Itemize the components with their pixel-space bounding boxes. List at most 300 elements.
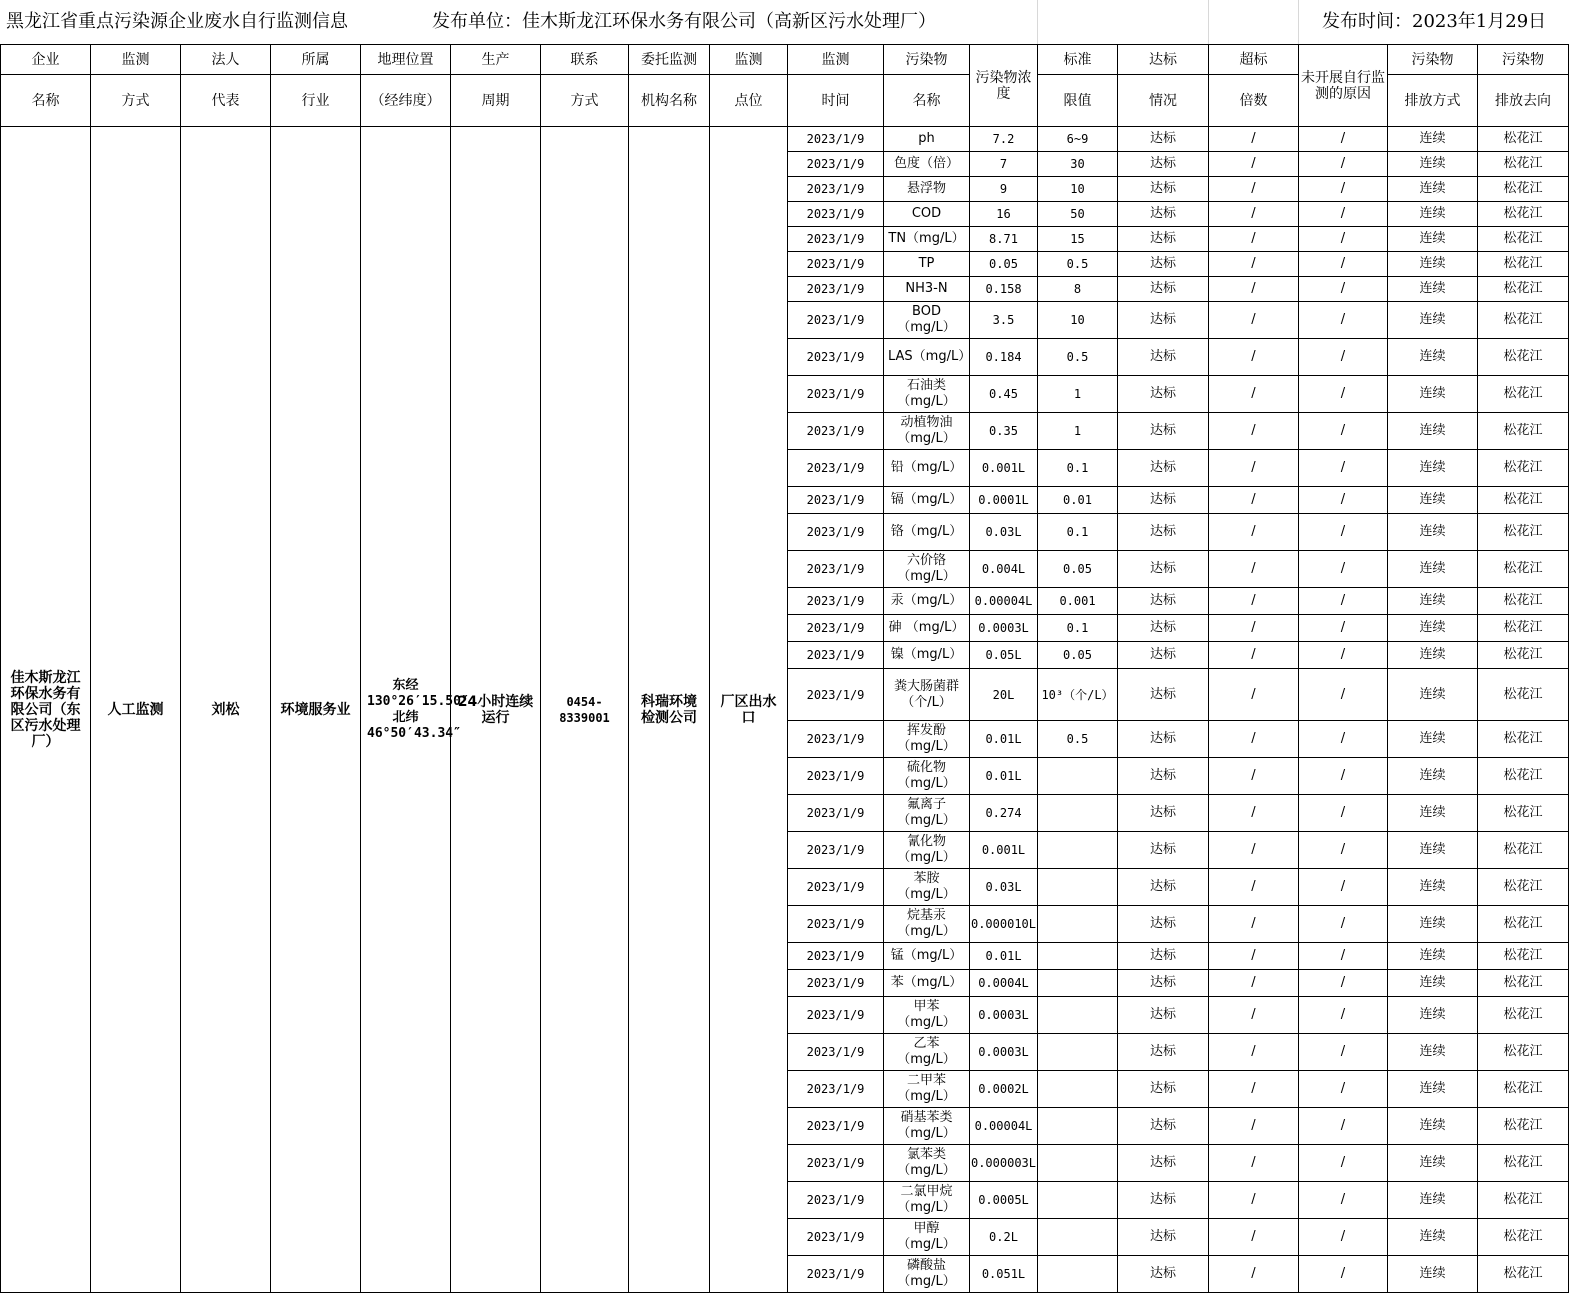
standard-limit: 1: [1038, 376, 1118, 413]
cell-divider: [1208, 0, 1209, 44]
monitoring-time: 2023/1/9: [788, 970, 884, 997]
concentration: 0.0004L: [970, 970, 1038, 997]
discharge-destination: 松花江: [1478, 302, 1569, 339]
exceed-multiple: /: [1209, 997, 1299, 1034]
compliance-status: 达标: [1118, 339, 1209, 376]
no-monitoring-reason: /: [1299, 832, 1388, 869]
no-monitoring-reason: /: [1299, 152, 1388, 177]
standard-limit: [1038, 1182, 1118, 1219]
discharge-destination: 松花江: [1478, 758, 1569, 795]
pollutant-name: 烷基汞（mg/L）: [884, 906, 970, 943]
compliance-status: 达标: [1118, 551, 1209, 588]
discharge-destination: 松花江: [1478, 487, 1569, 514]
header-location-bottom: （经纬度）: [361, 75, 451, 127]
monitoring-time: 2023/1/9: [788, 227, 884, 252]
exceed-multiple: /: [1209, 302, 1299, 339]
monitoring-time: 2023/1/9: [788, 721, 884, 758]
header-industry-top: 所属: [271, 45, 361, 75]
discharge-mode: 连续: [1388, 721, 1478, 758]
pollutant-name: 甲醇（mg/L）: [884, 1219, 970, 1256]
concentration: 0.0002L: [970, 1071, 1038, 1108]
monitoring-time: 2023/1/9: [788, 376, 884, 413]
monitoring-time: 2023/1/9: [788, 1145, 884, 1182]
discharge-destination: 松花江: [1478, 943, 1569, 970]
concentration: 0.000010L: [970, 906, 1038, 943]
concentration: 0.184: [970, 339, 1038, 376]
no-monitoring-reason: /: [1299, 1182, 1388, 1219]
discharge-mode: 连续: [1388, 376, 1478, 413]
standard-limit: 50: [1038, 202, 1118, 227]
exceed-multiple: /: [1209, 1219, 1299, 1256]
standard-limit: [1038, 1071, 1118, 1108]
standard-limit: [1038, 1145, 1118, 1182]
discharge-mode: 连续: [1388, 869, 1478, 906]
header-legal-rep-top: 法人: [181, 45, 271, 75]
pollutant-name: 氯苯类（mg/L）: [884, 1145, 970, 1182]
monitoring-time: 2023/1/9: [788, 997, 884, 1034]
monitoring-time: 2023/1/9: [788, 1108, 884, 1145]
compliance-status: 达标: [1118, 177, 1209, 202]
compliance-status: 达标: [1118, 721, 1209, 758]
discharge-mode: 连续: [1388, 758, 1478, 795]
discharge-destination: 松花江: [1478, 514, 1569, 551]
no-monitoring-reason: /: [1299, 642, 1388, 669]
monitoring-time: 2023/1/9: [788, 832, 884, 869]
discharge-destination: 松花江: [1478, 1145, 1569, 1182]
header-exceed-multiple-top: 超标: [1209, 45, 1299, 75]
concentration: 0.00004L: [970, 1108, 1038, 1145]
industry: 环境服务业: [271, 127, 361, 1293]
pollutant-name: 汞（mg/L）: [884, 588, 970, 615]
discharge-mode: 连续: [1388, 943, 1478, 970]
header-contact-top: 联系: [541, 45, 629, 75]
header-pollutant-name-top: 污染物: [884, 45, 970, 75]
discharge-mode: 连续: [1388, 615, 1478, 642]
compliance-status: 达标: [1118, 252, 1209, 277]
monitoring-time: 2023/1/9: [788, 202, 884, 227]
header-production-cycle-top: 生产: [451, 45, 541, 75]
compliance-status: 达标: [1118, 795, 1209, 832]
no-monitoring-reason: /: [1299, 413, 1388, 450]
exceed-multiple: /: [1209, 906, 1299, 943]
standard-limit: 8: [1038, 277, 1118, 302]
no-monitoring-reason: /: [1299, 906, 1388, 943]
standard-limit: [1038, 1256, 1118, 1293]
monitoring-time: 2023/1/9: [788, 177, 884, 202]
pollutant-name: TP: [884, 252, 970, 277]
discharge-mode: 连续: [1388, 252, 1478, 277]
exceed-multiple: /: [1209, 1182, 1299, 1219]
standard-limit: 30: [1038, 152, 1118, 177]
compliance-status: 达标: [1118, 1256, 1209, 1293]
monitoring-point: 厂区出水口: [710, 127, 788, 1293]
standard-limit: 15: [1038, 227, 1118, 252]
discharge-destination: 松花江: [1478, 227, 1569, 252]
discharge-destination: 松花江: [1478, 642, 1569, 669]
no-monitoring-reason: /: [1299, 1034, 1388, 1071]
no-monitoring-reason: /: [1299, 1219, 1388, 1256]
pollutant-name: 磷酸盐（mg/L）: [884, 1256, 970, 1293]
concentration: 0.01L: [970, 721, 1038, 758]
compliance-status: 达标: [1118, 832, 1209, 869]
discharge-mode: 连续: [1388, 970, 1478, 997]
header-standard-limit-bottom: 限值: [1038, 75, 1118, 127]
concentration: 0.0003L: [970, 997, 1038, 1034]
exceed-multiple: /: [1209, 1145, 1299, 1182]
concentration: 20L: [970, 669, 1038, 721]
monitoring-time: 2023/1/9: [788, 302, 884, 339]
concentration: 0.01L: [970, 758, 1038, 795]
monitoring-time: 2023/1/9: [788, 413, 884, 450]
concentration: 0.158: [970, 277, 1038, 302]
concentration: 0.0005L: [970, 1182, 1038, 1219]
header-agency-bottom: 机构名称: [629, 75, 710, 127]
monitoring-time: 2023/1/9: [788, 450, 884, 487]
title-bar: [0, 0, 1572, 44]
compliance-status: 达标: [1118, 1145, 1209, 1182]
monitoring-time: 2023/1/9: [788, 1071, 884, 1108]
discharge-mode: 连续: [1388, 1182, 1478, 1219]
no-monitoring-reason: /: [1299, 943, 1388, 970]
discharge-mode: 连续: [1388, 1034, 1478, 1071]
header-standard-limit-top: 标准: [1038, 45, 1118, 75]
monitoring-table: [0, 44, 1569, 1293]
concentration: 0.051L: [970, 1256, 1038, 1293]
discharge-mode: 连续: [1388, 1108, 1478, 1145]
pollutant-name: 粪大肠菌群（个/L）: [884, 669, 970, 721]
discharge-mode: 连续: [1388, 152, 1478, 177]
monitoring-method: 人工监测: [91, 127, 181, 1293]
standard-limit: [1038, 943, 1118, 970]
publisher: 发布单位：佳木斯龙江环保水务有限公司（高新区污水处理厂）: [432, 11, 936, 32]
no-monitoring-reason: /: [1299, 202, 1388, 227]
exceed-multiple: /: [1209, 721, 1299, 758]
compliance-status: 达标: [1118, 758, 1209, 795]
exceed-multiple: /: [1209, 869, 1299, 906]
discharge-mode: 连续: [1388, 997, 1478, 1034]
no-monitoring-reason: /: [1299, 177, 1388, 202]
pollutant-name: 悬浮物: [884, 177, 970, 202]
concentration: 8.71: [970, 227, 1038, 252]
compliance-status: 达标: [1118, 202, 1209, 227]
concentration: 0.001L: [970, 450, 1038, 487]
concentration: 0.00004L: [970, 588, 1038, 615]
discharge-destination: 松花江: [1478, 906, 1569, 943]
compliance-status: 达标: [1118, 588, 1209, 615]
header-monitoring-method-top: 监测: [91, 45, 181, 75]
exceed-multiple: /: [1209, 514, 1299, 551]
header-production-cycle-bottom: 周期: [451, 75, 541, 127]
compliance-status: 达标: [1118, 450, 1209, 487]
header-no-monitoring-reason: 未开展自行监测的原因: [1299, 45, 1388, 127]
concentration: 0.0001L: [970, 487, 1038, 514]
pollutant-name: COD: [884, 202, 970, 227]
monitoring-time: 2023/1/9: [788, 152, 884, 177]
discharge-destination: 松花江: [1478, 1108, 1569, 1145]
header-pollutant-concentration: 污染物浓度: [970, 45, 1038, 127]
monitoring-time: 2023/1/9: [788, 588, 884, 615]
exceed-multiple: /: [1209, 202, 1299, 227]
no-monitoring-reason: /: [1299, 588, 1388, 615]
standard-limit: 0.05: [1038, 551, 1118, 588]
concentration: 0.2L: [970, 1219, 1038, 1256]
compliance-status: 达标: [1118, 413, 1209, 450]
monitoring-time: 2023/1/9: [788, 1256, 884, 1293]
discharge-mode: 连续: [1388, 1145, 1478, 1182]
header-contact-bottom: 方式: [541, 75, 629, 127]
concentration: 0.45: [970, 376, 1038, 413]
discharge-destination: 松花江: [1478, 669, 1569, 721]
exceed-multiple: /: [1209, 376, 1299, 413]
pollutant-name: 动植物油（mg/L）: [884, 413, 970, 450]
header-location-top: 地理位置: [361, 45, 451, 75]
pollutant-name: ph: [884, 127, 970, 152]
header-monitoring-point-bottom: 点位: [710, 75, 788, 127]
no-monitoring-reason: /: [1299, 339, 1388, 376]
publish-time: 发布时间：2023年1月29日: [1322, 11, 1547, 32]
pollutant-name: BOD（mg/L）: [884, 302, 970, 339]
discharge-destination: 松花江: [1478, 795, 1569, 832]
discharge-mode: 连续: [1388, 795, 1478, 832]
exceed-multiple: /: [1209, 177, 1299, 202]
header-discharge-mode-top: 污染物: [1388, 45, 1478, 75]
monitoring-time: 2023/1/9: [788, 1182, 884, 1219]
discharge-destination: 松花江: [1478, 252, 1569, 277]
standard-limit: 0.1: [1038, 514, 1118, 551]
discharge-destination: 松花江: [1478, 450, 1569, 487]
exceed-multiple: /: [1209, 795, 1299, 832]
header-discharge-destination-bottom: 排放去向: [1478, 75, 1569, 127]
sheet-title: 黑龙江省重点污染源企业废水自行监测信息: [6, 11, 348, 32]
standard-limit: 0.1: [1038, 615, 1118, 642]
exceed-multiple: /: [1209, 487, 1299, 514]
discharge-mode: 连续: [1388, 669, 1478, 721]
discharge-mode: 连续: [1388, 127, 1478, 152]
concentration: 0.35: [970, 413, 1038, 450]
concentration: 0.001L: [970, 832, 1038, 869]
standard-limit: 0.001: [1038, 588, 1118, 615]
standard-limit: [1038, 832, 1118, 869]
no-monitoring-reason: /: [1299, 997, 1388, 1034]
pollutant-name: 苯胺（mg/L）: [884, 869, 970, 906]
location: 东经130°26′15.50″北纬46°50′43.34″: [361, 127, 451, 1293]
discharge-destination: 松花江: [1478, 127, 1569, 152]
no-monitoring-reason: /: [1299, 252, 1388, 277]
discharge-mode: 连续: [1388, 1219, 1478, 1256]
discharge-mode: 连续: [1388, 227, 1478, 252]
standard-limit: [1038, 970, 1118, 997]
exceed-multiple: /: [1209, 970, 1299, 997]
discharge-mode: 连续: [1388, 302, 1478, 339]
compliance-status: 达标: [1118, 1182, 1209, 1219]
header-monitoring-time-top: 监测: [788, 45, 884, 75]
standard-limit: 6~9: [1038, 127, 1118, 152]
concentration: 9: [970, 177, 1038, 202]
standard-limit: [1038, 795, 1118, 832]
standard-limit: [1038, 1219, 1118, 1256]
compliance-status: 达标: [1118, 906, 1209, 943]
pollutant-name: 乙苯（mg/L）: [884, 1034, 970, 1071]
discharge-destination: 松花江: [1478, 615, 1569, 642]
standard-limit: 0.1: [1038, 450, 1118, 487]
compliance-status: 达标: [1118, 1219, 1209, 1256]
exceed-multiple: /: [1209, 413, 1299, 450]
pollutant-name: 氟离子（mg/L）: [884, 795, 970, 832]
discharge-destination: 松花江: [1478, 339, 1569, 376]
header-enterprise-name-bottom: 名称: [1, 75, 91, 127]
exceed-multiple: /: [1209, 943, 1299, 970]
no-monitoring-reason: /: [1299, 551, 1388, 588]
monitoring-time: 2023/1/9: [788, 795, 884, 832]
concentration: 16: [970, 202, 1038, 227]
compliance-status: 达标: [1118, 277, 1209, 302]
no-monitoring-reason: /: [1299, 1145, 1388, 1182]
exceed-multiple: /: [1209, 277, 1299, 302]
pollutant-name: 铅（mg/L）: [884, 450, 970, 487]
exceed-multiple: /: [1209, 615, 1299, 642]
cell-divider: [1037, 0, 1038, 44]
discharge-destination: 松花江: [1478, 277, 1569, 302]
standard-limit: 0.5: [1038, 721, 1118, 758]
monitoring-time: 2023/1/9: [788, 514, 884, 551]
pollutant-name: TN（mg/L）: [884, 227, 970, 252]
agency: 科瑞环境检测公司: [629, 127, 710, 1293]
standard-limit: [1038, 758, 1118, 795]
compliance-status: 达标: [1118, 615, 1209, 642]
pollutant-name: 砷 （mg/L）: [884, 615, 970, 642]
concentration: 7: [970, 152, 1038, 177]
exceed-multiple: /: [1209, 1108, 1299, 1145]
pollutant-name: 硫化物（mg/L）: [884, 758, 970, 795]
header-monitoring-time-bottom: 时间: [788, 75, 884, 127]
concentration: 3.5: [970, 302, 1038, 339]
compliance-status: 达标: [1118, 642, 1209, 669]
exceed-multiple: /: [1209, 227, 1299, 252]
header-compliance-status-top: 达标: [1118, 45, 1209, 75]
concentration: 0.0003L: [970, 615, 1038, 642]
discharge-destination: 松花江: [1478, 551, 1569, 588]
compliance-status: 达标: [1118, 302, 1209, 339]
table-row: [1, 127, 1569, 152]
no-monitoring-reason: /: [1299, 1108, 1388, 1145]
no-monitoring-reason: /: [1299, 795, 1388, 832]
monitoring-time: 2023/1/9: [788, 642, 884, 669]
monitoring-time: 2023/1/9: [788, 127, 884, 152]
monitoring-time: 2023/1/9: [788, 252, 884, 277]
pollutant-name: NH3-N: [884, 277, 970, 302]
discharge-destination: 松花江: [1478, 970, 1569, 997]
compliance-status: 达标: [1118, 970, 1209, 997]
no-monitoring-reason: /: [1299, 615, 1388, 642]
no-monitoring-reason: /: [1299, 227, 1388, 252]
monitoring-time: 2023/1/9: [788, 551, 884, 588]
header-industry-bottom: 行业: [271, 75, 361, 127]
discharge-mode: 连续: [1388, 642, 1478, 669]
discharge-mode: 连续: [1388, 450, 1478, 487]
no-monitoring-reason: /: [1299, 127, 1388, 152]
concentration: 0.03L: [970, 869, 1038, 906]
discharge-mode: 连续: [1388, 588, 1478, 615]
cell-divider: [1298, 0, 1299, 44]
exceed-multiple: /: [1209, 1256, 1299, 1293]
discharge-destination: 松花江: [1478, 152, 1569, 177]
monitoring-time: 2023/1/9: [788, 869, 884, 906]
standard-limit: 0.05: [1038, 642, 1118, 669]
discharge-destination: 松花江: [1478, 177, 1569, 202]
pollutant-name: 二甲苯（mg/L）: [884, 1071, 970, 1108]
concentration: 0.004L: [970, 551, 1038, 588]
compliance-status: 达标: [1118, 127, 1209, 152]
exceed-multiple: /: [1209, 551, 1299, 588]
concentration: 0.01L: [970, 943, 1038, 970]
compliance-status: 达标: [1118, 997, 1209, 1034]
pollutant-name: 甲苯（mg/L）: [884, 997, 970, 1034]
monitoring-time: 2023/1/9: [788, 277, 884, 302]
header-discharge-mode-bottom: 排放方式: [1388, 75, 1478, 127]
pollutant-name: 石油类（mg/L）: [884, 376, 970, 413]
header-pollutant-name-bottom: 名称: [884, 75, 970, 127]
standard-limit: [1038, 906, 1118, 943]
discharge-destination: 松花江: [1478, 376, 1569, 413]
pollutant-name: 色度（倍）: [884, 152, 970, 177]
monitoring-time: 2023/1/9: [788, 339, 884, 376]
exceed-multiple: /: [1209, 642, 1299, 669]
compliance-status: 达标: [1118, 227, 1209, 252]
enterprise-name: 佳木斯龙江环保水务有限公司（东区污水处理厂）: [1, 127, 91, 1293]
compliance-status: 达标: [1118, 152, 1209, 177]
discharge-mode: 连续: [1388, 514, 1478, 551]
discharge-destination: 松花江: [1478, 1219, 1569, 1256]
exceed-multiple: /: [1209, 758, 1299, 795]
standard-limit: [1038, 997, 1118, 1034]
no-monitoring-reason: /: [1299, 487, 1388, 514]
exceed-multiple: /: [1209, 1034, 1299, 1071]
discharge-destination: 松花江: [1478, 1071, 1569, 1108]
no-monitoring-reason: /: [1299, 450, 1388, 487]
concentration: 0.274: [970, 795, 1038, 832]
discharge-mode: 连续: [1388, 202, 1478, 227]
monitoring-time: 2023/1/9: [788, 615, 884, 642]
monitoring-time: 2023/1/9: [788, 943, 884, 970]
header-enterprise-name-top: 企业: [1, 45, 91, 75]
exceed-multiple: /: [1209, 450, 1299, 487]
no-monitoring-reason: /: [1299, 376, 1388, 413]
exceed-multiple: /: [1209, 832, 1299, 869]
no-monitoring-reason: /: [1299, 277, 1388, 302]
exceed-multiple: /: [1209, 252, 1299, 277]
monitoring-time: 2023/1/9: [788, 669, 884, 721]
discharge-mode: 连续: [1388, 551, 1478, 588]
monitoring-time: 2023/1/9: [788, 758, 884, 795]
discharge-mode: 连续: [1388, 487, 1478, 514]
exceed-multiple: /: [1209, 1071, 1299, 1108]
standard-limit: 10³（个/L）: [1038, 669, 1118, 721]
discharge-destination: 松花江: [1478, 202, 1569, 227]
pollutant-name: 锰（mg/L）: [884, 943, 970, 970]
compliance-status: 达标: [1118, 376, 1209, 413]
discharge-destination: 松花江: [1478, 588, 1569, 615]
compliance-status: 达标: [1118, 869, 1209, 906]
no-monitoring-reason: /: [1299, 302, 1388, 339]
pollutant-name: 镍（mg/L）: [884, 642, 970, 669]
no-monitoring-reason: /: [1299, 1071, 1388, 1108]
discharge-mode: 连续: [1388, 277, 1478, 302]
exceed-multiple: /: [1209, 127, 1299, 152]
header-monitoring-method-bottom: 方式: [91, 75, 181, 127]
pollutant-name: LAS（mg/L）: [884, 339, 970, 376]
pollutant-name: 二氯甲烷（mg/L）: [884, 1182, 970, 1219]
discharge-mode: 连续: [1388, 339, 1478, 376]
